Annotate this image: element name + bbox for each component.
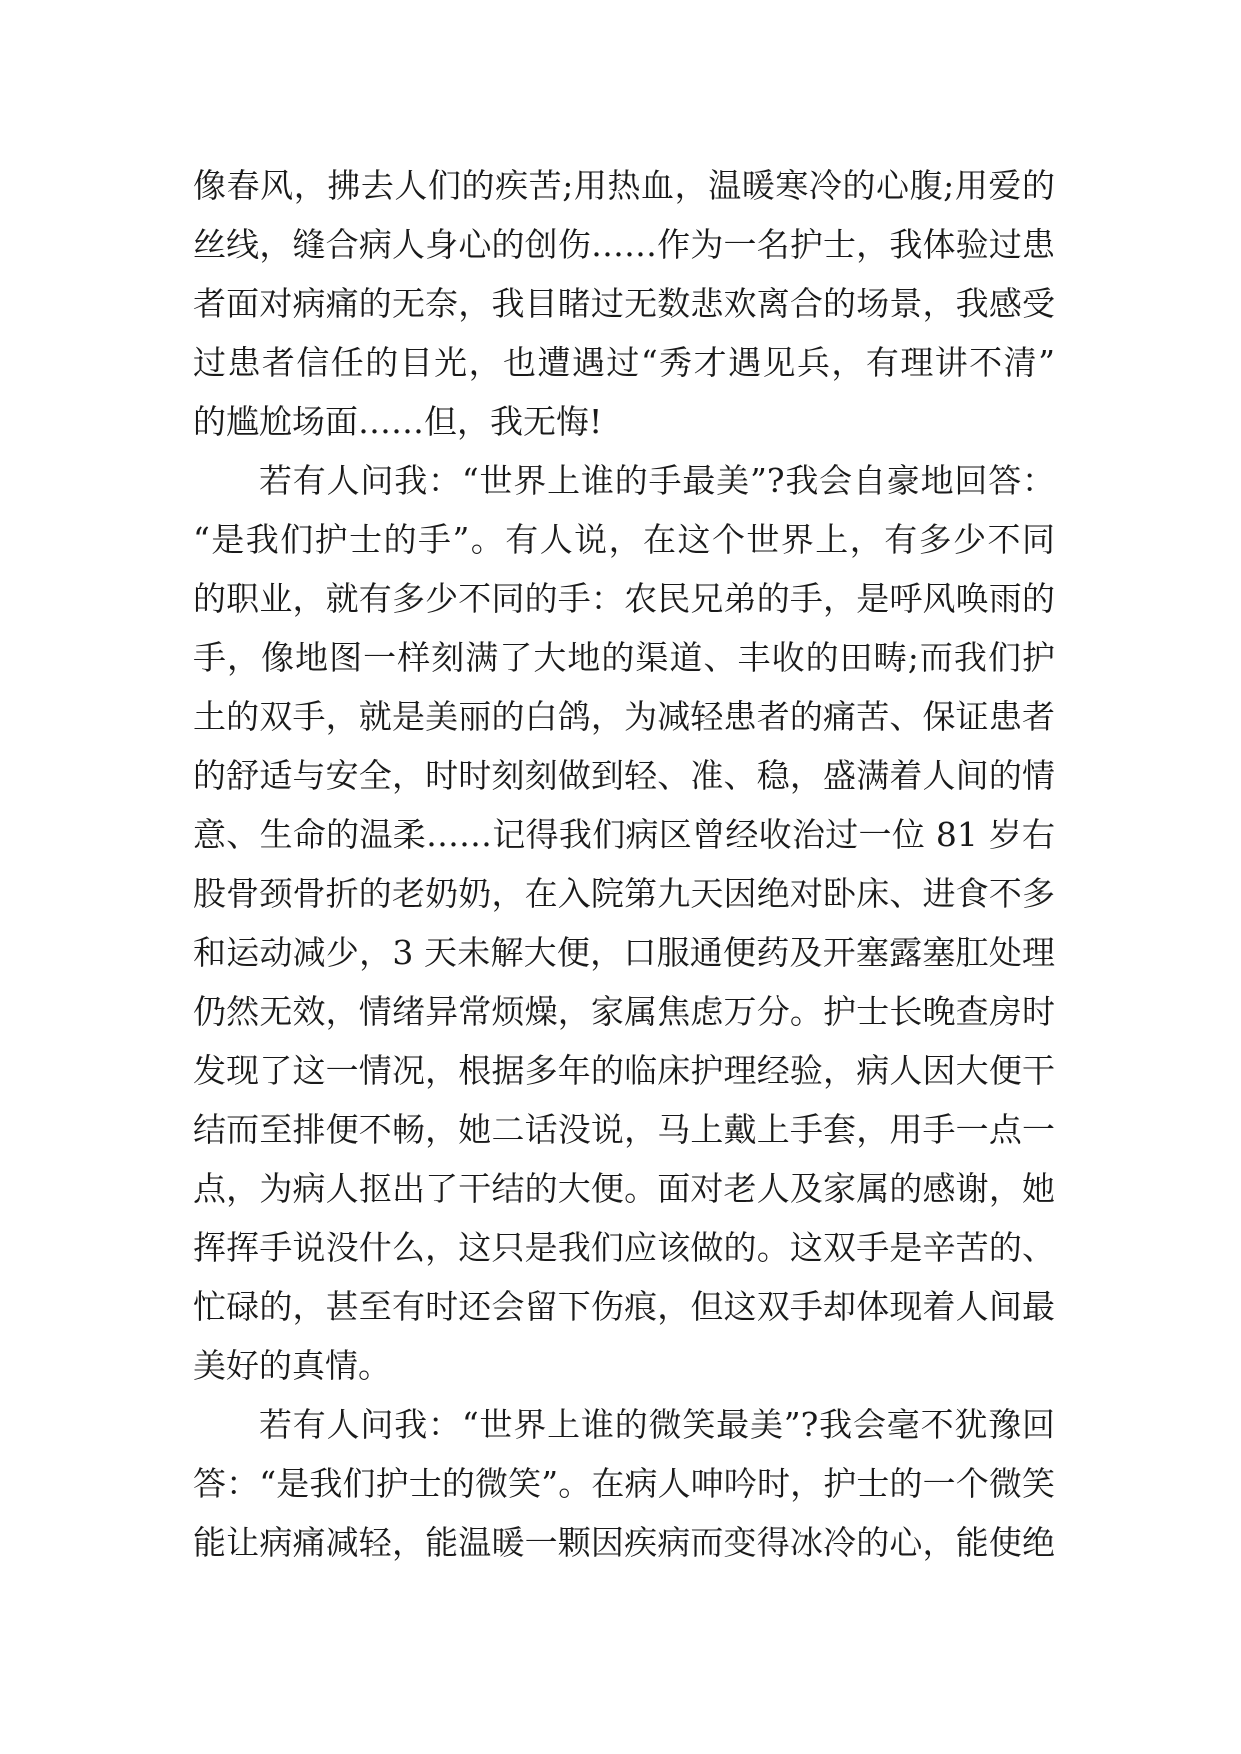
text-line: 过患者信任的目光，也遭遇过“秀才遇见兵，有理讲不清”: [193, 343, 1055, 382]
text-line: 股骨颈骨折的老奶奶，在入院第九天因绝对卧床、进食不多: [193, 874, 1055, 913]
text-line: 若有人问我：“世界上谁的手最美”?我会自豪地回答：: [259, 461, 1055, 500]
text-line: 能让病痛减轻，能温暖一颗因疾病而变得冰冷的心，能使绝: [193, 1523, 1055, 1562]
text-line: 忙碌的，甚至有时还会留下伤痕，但这双手却体现着人间最: [193, 1287, 1055, 1326]
paragraph: [193, 156, 1055, 451]
text-line: 答：“是我们护士的微笑”。在病人呻吟时，护士的一个微笑: [193, 1464, 1055, 1503]
text-line: 的舒适与安全，时时刻刻做到轻、准、稳，盛满着人间的情: [193, 756, 1055, 795]
text-line: 者面对病痛的无奈，我目睹过无数悲欢离合的场景，我感受: [193, 284, 1055, 323]
text-line: 点，为病人抠出了干结的大便。面对老人及家属的感谢，她: [193, 1169, 1055, 1208]
text-line: 结而至排便不畅，她二话没说，马上戴上手套，用手一点一: [193, 1110, 1055, 1149]
text-line: 丝线，缝合病人身心的创伤……作为一名护士，我体验过患: [193, 225, 1055, 264]
document-body: [193, 156, 1055, 1572]
text-line: 意、生命的温柔……记得我们病区曾经收治过一位 81 岁右: [193, 815, 1055, 854]
paragraph: [193, 451, 1055, 1395]
text-line: 像春风，拂去人们的疾苦;用热血，温暖寒冷的心腹;用爱的: [193, 166, 1055, 205]
text-line: 手，像地图一样刻满了大地的渠道、丰收的田畴;而我们护: [193, 638, 1055, 677]
text-line: 若有人问我：“世界上谁的微笑最美”?我会毫不犹豫回: [259, 1405, 1055, 1444]
text-line: 的尴尬场面……但，我无悔!: [193, 402, 603, 441]
text-line: 挥挥手说没什么，这只是我们应该做的。这双手是辛苦的、: [193, 1228, 1055, 1267]
paragraph: [193, 1395, 1055, 1572]
text-line: 发现了这一情况，根据多年的临床护理经验，病人因大便干: [193, 1051, 1055, 1090]
text-line: 美好的真情。: [193, 1346, 391, 1385]
text-line: 仍然无效，情绪异常烦燥，家属焦虑万分。护士长晚查房时: [193, 992, 1055, 1031]
text-line: 的职业，就有多少不同的手：农民兄弟的手，是呼风唤雨的: [193, 579, 1055, 618]
text-line: “是我们护士的手”。有人说，在这个世界上，有多少不同: [193, 520, 1055, 559]
text-line: 和运动减少，3 天未解大便，口服通便药及开塞露塞肛处理: [193, 933, 1055, 972]
text-line: 土的双手，就是美丽的白鸽，为减轻患者的痛苦、保证患者: [193, 697, 1055, 736]
